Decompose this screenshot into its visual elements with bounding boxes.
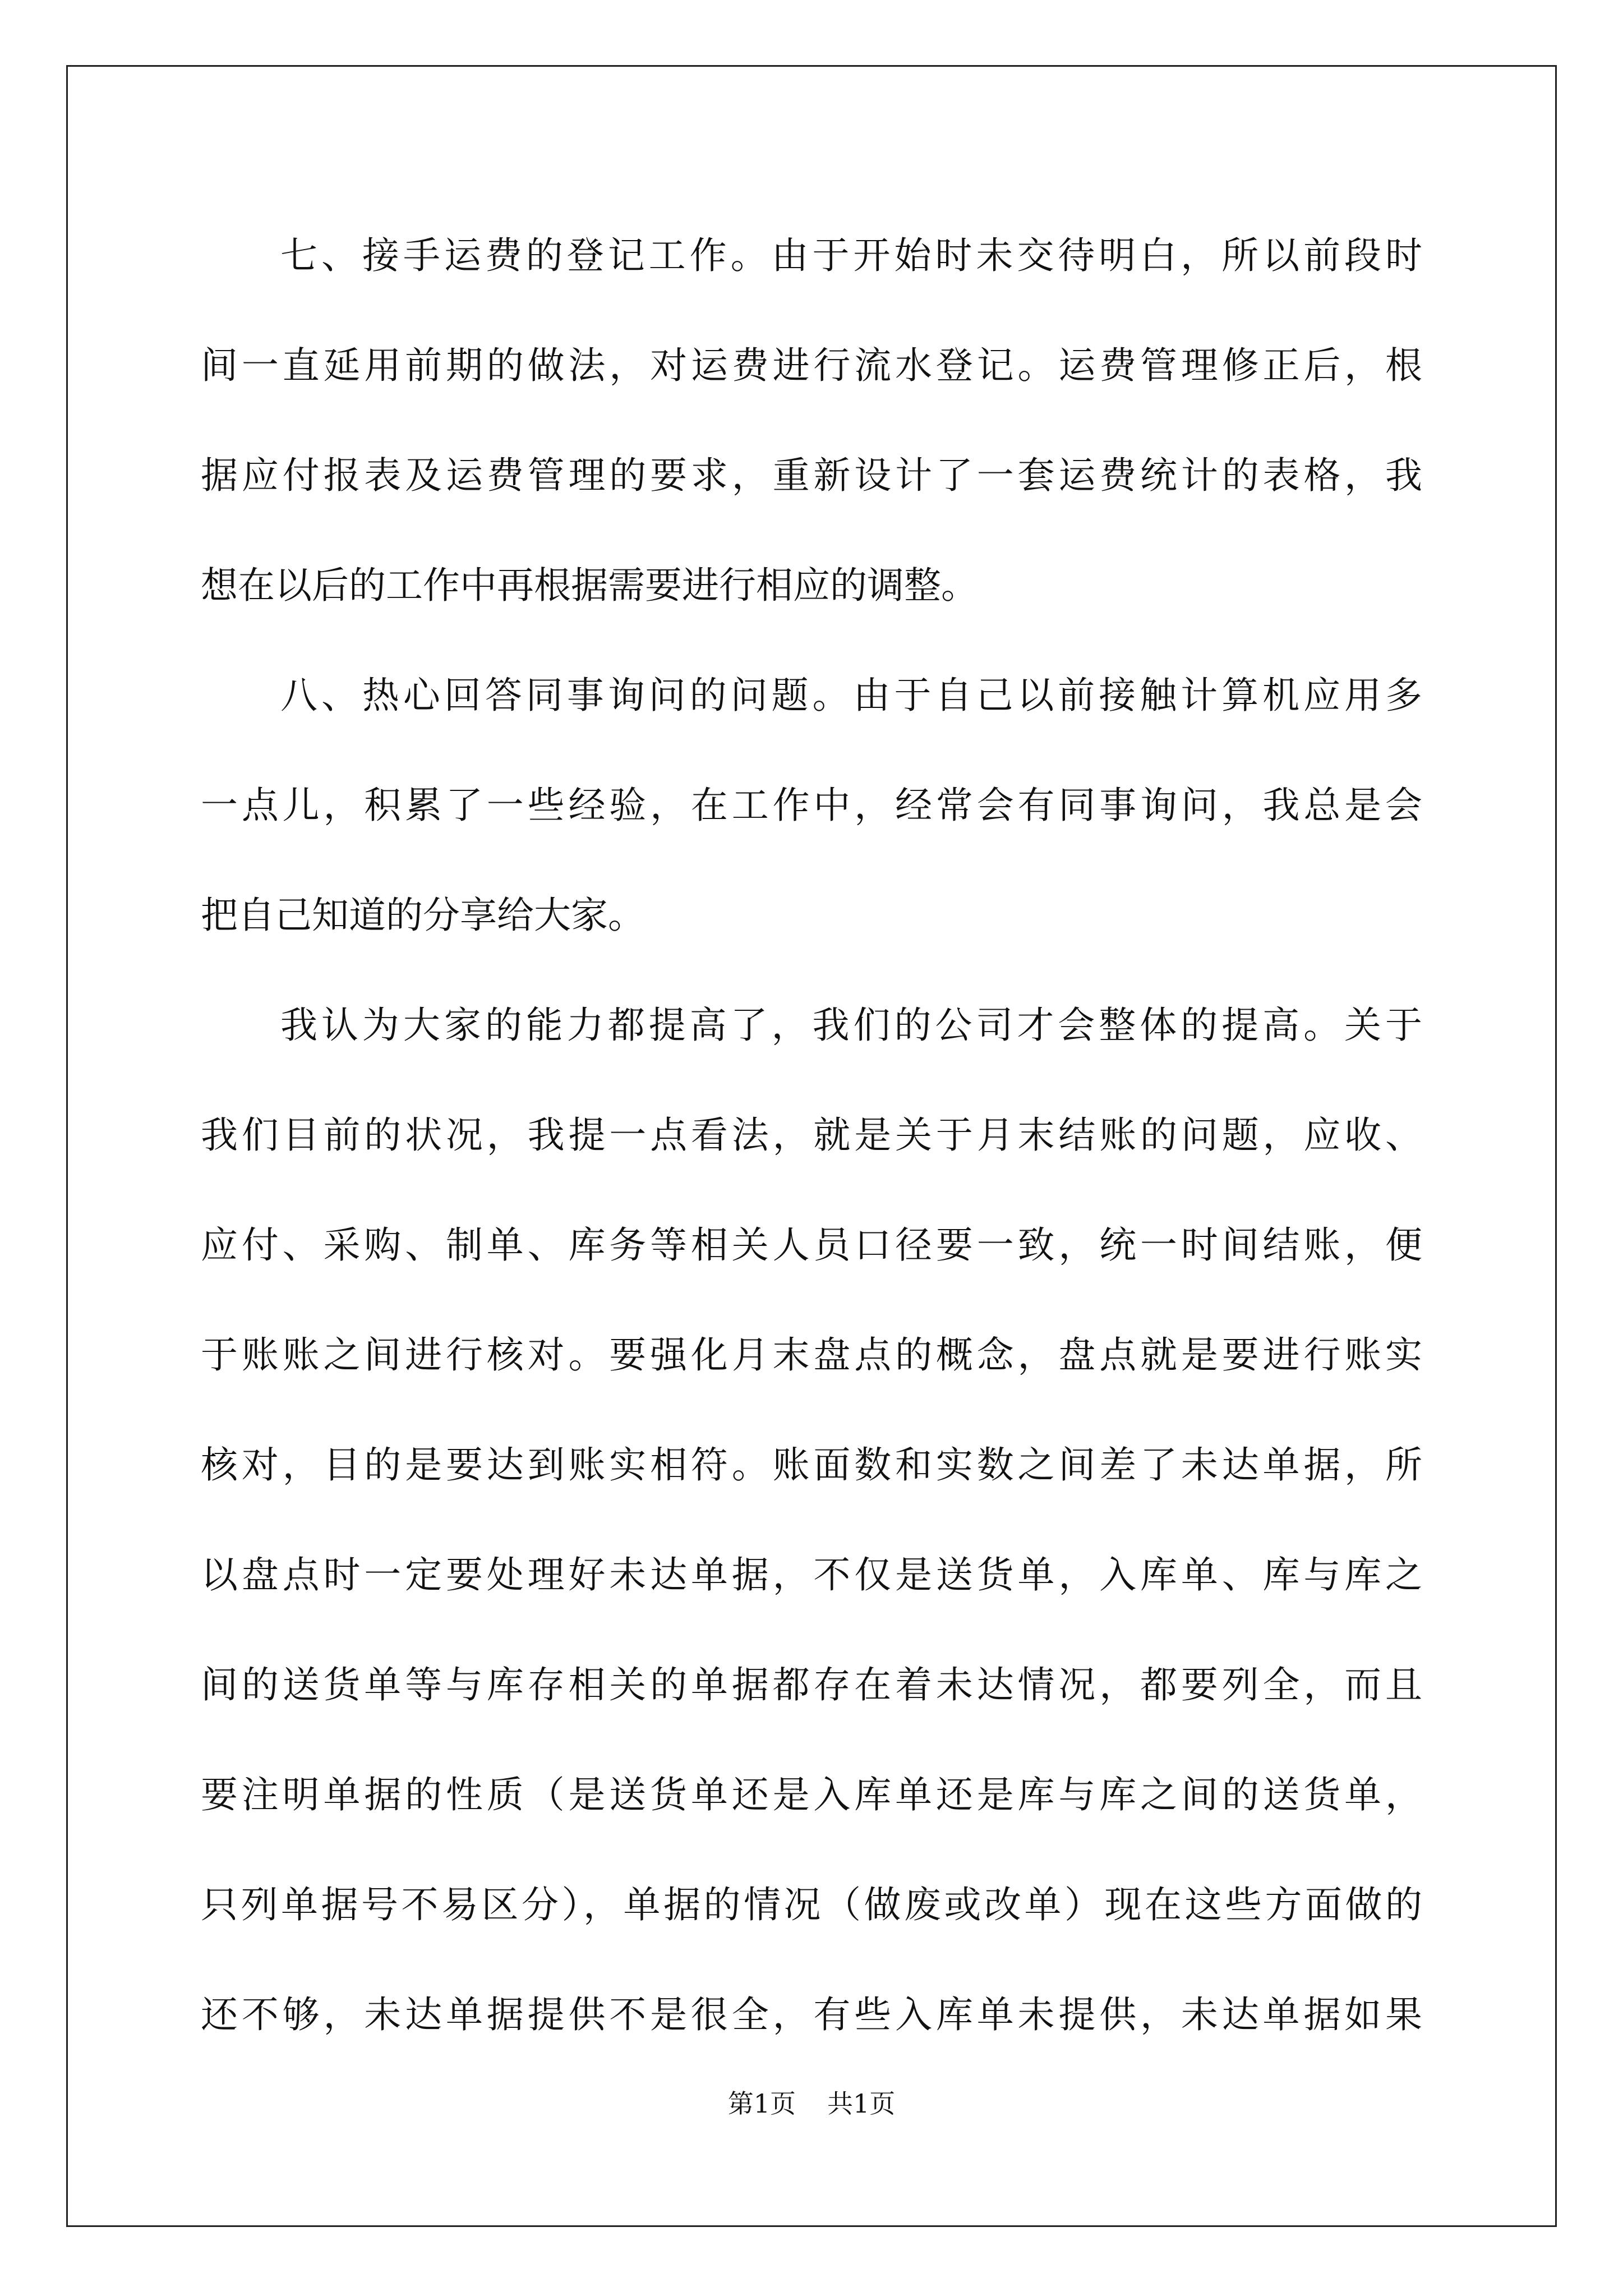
page-total: 共1页 xyxy=(827,2088,896,2119)
page-footer xyxy=(0,2087,1623,2120)
paragraph-line: 八、热心回答同事询问的问题。由于自己以前接触计算机应用多 xyxy=(280,674,1422,717)
paragraph-line: 我们目前的状况，我提一点看法，就是关于月末结账的问题，应收、 xyxy=(201,1114,1422,1157)
paragraph-line: 只列单据号不易区分），单据的情况（做废或改单）现在这些方面做的 xyxy=(201,1883,1422,1926)
paragraph-line: 要注明单据的性质（是送货单还是入库单还是库与库之间的送货单， xyxy=(201,1773,1422,1816)
paragraph-line: 间的送货单等与库存相关的单据都存在着未达情况，都要列全，而且 xyxy=(201,1663,1422,1706)
paragraph-line: 七、接手运费的登记工作。由于开始时未交待明白，所以前段时 xyxy=(280,234,1422,277)
paragraph-line: 一点儿，积累了一些经验，在工作中，经常会有同事询问，我总是会 xyxy=(201,784,1422,827)
paragraph-line: 据应付报表及运费管理的要求，重新设计了一套运费统计的表格，我 xyxy=(201,454,1422,497)
paragraph-line: 还不够，未达单据提供不是很全，有些入库单未提供，未达单据如果 xyxy=(201,1993,1422,2036)
page-number: 第1页 xyxy=(727,2088,796,2119)
paragraph-line: 把自己知道的分享给大家。 xyxy=(201,894,645,937)
paragraph-line: 应付、采购、制单、库务等相关人员口径要一致，统一时间结账，便 xyxy=(201,1223,1422,1267)
paragraph-line: 间一直延用前期的做法，对运费进行流水登记。运费管理修正后，根 xyxy=(201,344,1422,387)
document-body xyxy=(201,201,1422,2070)
paragraph-line: 于账账之间进行核对。要强化月末盘点的概念，盘点就是要进行账实 xyxy=(201,1333,1422,1377)
paragraph-line: 想在以后的工作中再根据需要进行相应的调整。 xyxy=(201,564,978,607)
paragraph-line: 核对，目的是要达到账实相符。账面数和实数之间差了未达单据，所 xyxy=(201,1443,1422,1487)
paragraph-line: 以盘点时一定要处理好未达单据，不仅是送货单，入库单、库与库之 xyxy=(201,1553,1422,1596)
paragraph-line: 我认为大家的能力都提高了，我们的公司才会整体的提高。关于 xyxy=(280,1004,1422,1047)
